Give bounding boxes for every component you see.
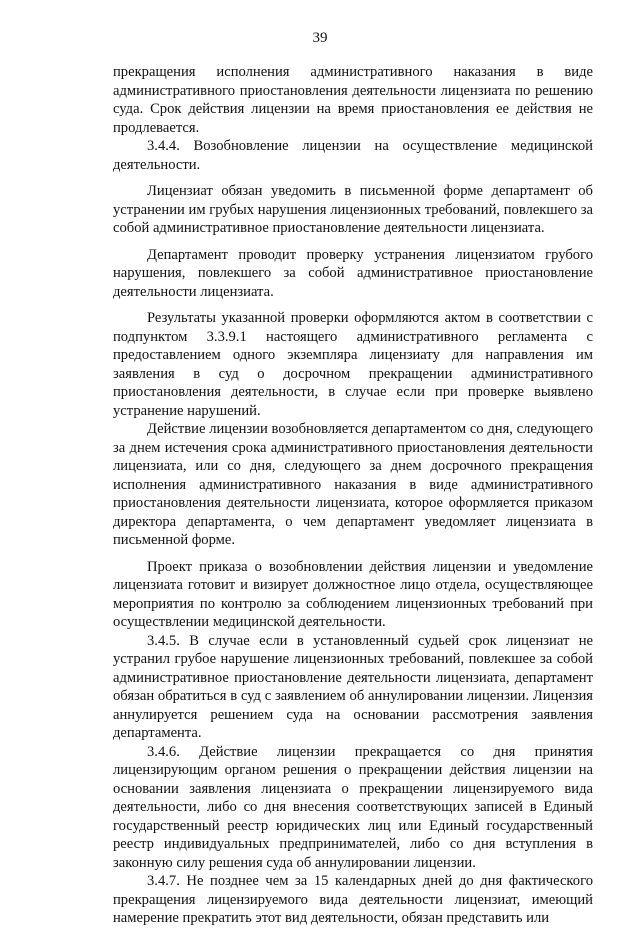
paragraph: прекращения исполнения административного наказания в виде административного приостановления деятельности лицензиата по решению суда. Срок действия лицензии на время приостановления ее действия не продлевается. bbox=[113, 64, 593, 136]
paragraph: Департамент проводит проверку устранения лицензиатом грубого нарушения, повлекшего за собой административное приостановление деятельности лицензиата. bbox=[113, 246, 593, 300]
paragraph: Результаты указанной проверки оформляются актом в соответствии с подпунктом 3.3.9.1 настоящего административного регламента с предоставлением одного экземпляра лицензиату для направления им заявления в суд о досрочном прекращении административного приостановления деятельности, в случае если при проверке выявлено устранение нарушений. bbox=[113, 310, 593, 419]
paragraph: Действие лицензии возобновляется департаментом со дня, следующего за днем истечения срока административного приостановления деятельности лицензиата, или со дня, следующего за днем досрочного прекращения исполнения административного наказания в виде административного приостановления деятельности лицензиата, которое оформляется приказом директора департамента, о чем департамент уведомляет лицензиата в письменной форме. bbox=[113, 421, 593, 548]
section-3-4-7: 3.4.7. Не позднее чем за 15 календарных дней до дня фактического прекращения лицензируемого вида деятельности лицензиат, имеющий намерение прекратить этот вид деятельности, обязан представить или bbox=[113, 873, 593, 926]
paragraph: Лицензиат обязан уведомить в письменной форме департамент об устранении им грубых нарушения лицензионных требований, повлекшего за собой административное приостановление деятельности лицензиата. bbox=[113, 183, 593, 236]
section-3-4-5: 3.4.5. В случае если в установленный судьей срок лицензиат не устранил грубое нарушение лицензионных требований, повлекшее за собой административное приостановление деятельности лицензиата, департамент обязан обратиться в суд с заявлением об аннулировании лицензии. Лицензия аннулируется решением суда на основании рассмотрения заявления департамента. bbox=[113, 632, 593, 741]
page-number: 39 bbox=[312, 30, 328, 46]
document-body bbox=[113, 63, 593, 928]
section-heading-3-4-4: 3.4.4. Возобновление лицензии на осуществление медицинской деятельности. bbox=[113, 138, 593, 173]
section-3-4-6: 3.4.6. Действие лицензии прекращается со дня принятия лицензирующим органом решения о прекращении действия лицензии на основании заявления лицензиата о прекращении лицензируемого вида деятельности, либо со дня внесения соответствующих записей в Единый государственный реестр юридических лиц или Единый государственный реестр индивидуальных предпринимателей, либо со дня вступления в законную силу решения суда об аннулировании лицензии. bbox=[113, 743, 593, 871]
paragraph: Проект приказа о возобновлении действия лицензии и уведомление лицензиата готовит и визирует должностное лицо отдела, осуществляющее мероприятия по контролю за соблюдением лицензионных требований при осуществлении медицинской деятельности. bbox=[113, 558, 593, 630]
